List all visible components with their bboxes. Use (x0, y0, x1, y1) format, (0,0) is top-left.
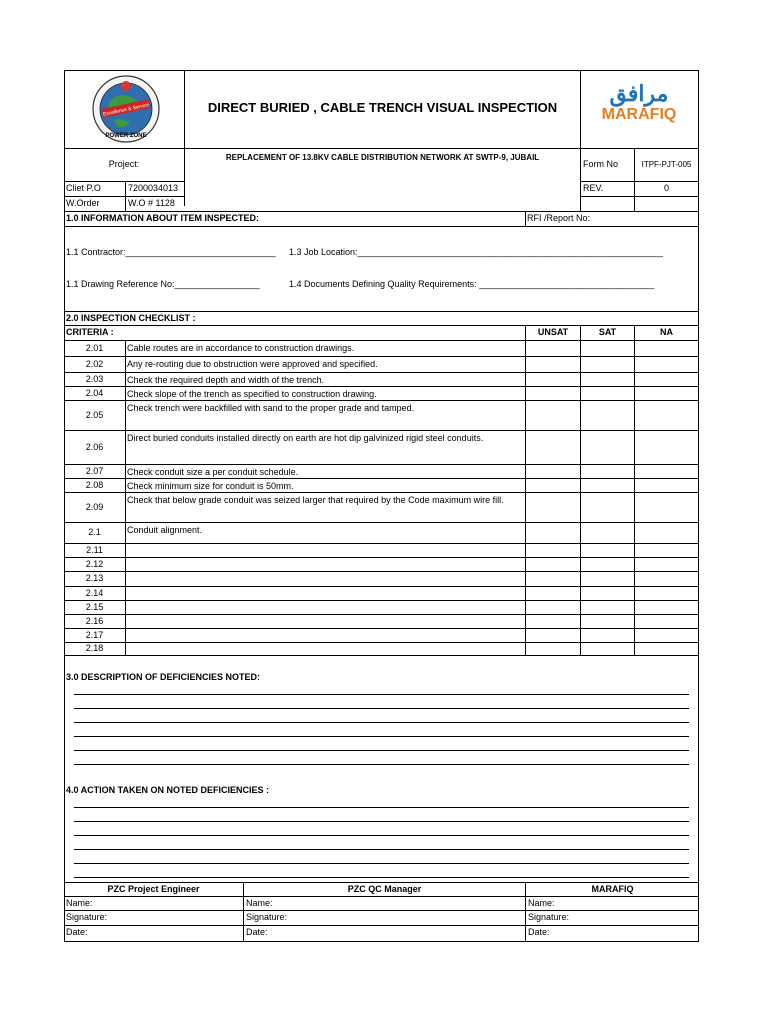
unsat-header: UNSAT (537, 327, 569, 337)
checklist-na-cell[interactable] (635, 587, 698, 600)
deficiency-line[interactable] (74, 736, 689, 737)
engineer-signature-field[interactable]: Signature: (66, 912, 108, 922)
checklist-item-number: 2.12 (85, 559, 104, 569)
checklist-sat-cell[interactable] (581, 373, 634, 386)
checklist-sat-cell[interactable] (581, 601, 634, 614)
marafiq-latin: MARAFIQ (601, 106, 677, 123)
checklist-sat-cell[interactable] (581, 587, 634, 600)
checklist-sat-cell[interactable] (581, 523, 634, 543)
checklist-item-number: 2.03 (85, 374, 104, 384)
checklist-na-cell[interactable] (635, 493, 698, 522)
project-description: REPLACEMENT OF 13.8KV CABLE DISTRIBUTION NETWORK AT SWTP-9, JUBAIL (225, 153, 540, 162)
na-header: NA (660, 327, 673, 337)
qc-name-field[interactable]: Name: (246, 898, 273, 908)
work-order-label: W.Order (66, 198, 100, 208)
deficiency-line[interactable] (74, 694, 689, 695)
form-no-label: Form No (583, 159, 619, 169)
sat-header: SAT (598, 327, 617, 337)
deficiency-line[interactable] (74, 722, 689, 723)
checklist-unsat-cell[interactable] (526, 523, 580, 543)
checklist-sat-cell[interactable] (581, 615, 634, 628)
deficiency-line[interactable] (74, 750, 689, 751)
checklist-unsat-cell[interactable] (526, 601, 580, 614)
checklist-na-cell[interactable] (635, 401, 698, 430)
checklist-na-cell[interactable] (635, 558, 698, 571)
checklist-na-cell[interactable] (635, 643, 698, 655)
checklist-item-criteria: Cable routes are in accordance to construction drawings. (127, 343, 355, 353)
rev-label: REV. (583, 183, 604, 193)
checklist-unsat-cell[interactable] (526, 401, 580, 430)
marafiq-logo (584, 82, 694, 126)
checklist-sat-cell[interactable] (581, 465, 634, 478)
checklist-item-criteria: Check minimum size for conduit is 50mm. (127, 481, 294, 491)
checklist-item-number: 2.09 (85, 502, 104, 512)
checklist-na-cell[interactable] (635, 465, 698, 478)
checklist-unsat-cell[interactable] (526, 544, 580, 557)
checklist-unsat-cell[interactable] (526, 373, 580, 386)
checklist-na-cell[interactable] (635, 341, 698, 356)
checklist-item-criteria: Direct buried conduits installed directly on earth are hot dip galvinized rigid steel conduits. (127, 433, 484, 443)
marafiq-name-field[interactable]: Name: (528, 898, 555, 908)
checklist-item-criteria: Check that below grade conduit was seized larger that required by the Code maximum wire fill. (127, 495, 504, 505)
checklist-na-cell[interactable] (635, 629, 698, 642)
checklist-unsat-cell[interactable] (526, 431, 580, 464)
checklist-item-number: 2.07 (85, 466, 104, 476)
checklist-sat-cell[interactable] (581, 341, 634, 356)
checklist-sat-cell[interactable] (581, 544, 634, 557)
quality-documents-field[interactable]: 1.4 Documents Defining Quality Requirements: ___________________________________ (289, 279, 655, 289)
checklist-item-number: 2.06 (85, 442, 104, 452)
sig-col-marafiq: MARAFIQ (591, 884, 634, 894)
action-line[interactable] (74, 849, 689, 850)
checklist-item-criteria: Check trench were backfilled with sand to the proper grade and tamped. (127, 403, 415, 413)
client-po-value: 7200034013 (128, 183, 179, 193)
checklist-item-criteria: Check conduit size a per conduit schedule. (127, 467, 299, 477)
checklist-unsat-cell[interactable] (526, 357, 580, 372)
checklist-item-number: 2.14 (85, 588, 104, 598)
work-order-value: W.O # 1128 (128, 198, 175, 208)
checklist-na-cell[interactable] (635, 544, 698, 557)
checklist-sat-cell[interactable] (581, 643, 634, 655)
checklist-item-criteria: Check the required depth and width of the trench. (127, 375, 325, 385)
checklist-item-number: 2.16 (85, 616, 104, 626)
qc-signature-field[interactable]: Signature: (246, 912, 288, 922)
checklist-unsat-cell[interactable] (526, 479, 580, 492)
checklist-unsat-cell[interactable] (526, 465, 580, 478)
checklist-unsat-cell[interactable] (526, 341, 580, 356)
section1-title: 1.0 INFORMATION ABOUT ITEM INSPECTED: (66, 213, 260, 223)
engineer-name-field[interactable]: Name: (66, 898, 93, 908)
checklist-unsat-cell[interactable] (526, 587, 580, 600)
checklist-item-number: 2.1 (88, 527, 101, 537)
marafiq-signature-field[interactable]: Signature: (528, 912, 570, 922)
checklist-unsat-cell[interactable] (526, 493, 580, 522)
action-line[interactable] (74, 877, 689, 878)
checklist-na-cell[interactable] (635, 523, 698, 543)
checklist-na-cell[interactable] (635, 373, 698, 386)
deficiency-line[interactable] (74, 708, 689, 709)
checklist-na-cell[interactable] (635, 601, 698, 614)
criteria-header: CRITERIA : (66, 327, 114, 337)
form-no-value: ITPF-PJT-005 (641, 160, 692, 169)
checklist-sat-cell[interactable] (581, 629, 634, 642)
checklist-item-number: 2.05 (85, 410, 104, 420)
drawing-reference-field[interactable]: 1.1 Drawing Reference No:_________________ (66, 279, 260, 289)
checklist-item-number: 2.02 (85, 359, 104, 369)
qc-date-field[interactable]: Date: (246, 927, 268, 937)
checklist-na-cell[interactable] (635, 572, 698, 586)
section2-title: 2.0 INSPECTION CHECKLIST : (66, 313, 196, 323)
checklist-na-cell[interactable] (635, 615, 698, 628)
checklist-sat-cell[interactable] (581, 431, 634, 464)
checklist-na-cell[interactable] (635, 479, 698, 492)
checklist-item-criteria: Conduit alignment. (127, 525, 203, 535)
checklist-sat-cell[interactable] (581, 387, 634, 400)
checklist-item-number: 2.18 (85, 643, 104, 653)
power-zone-logo (88, 74, 164, 144)
action-line[interactable] (74, 863, 689, 864)
engineer-date-field[interactable]: Date: (66, 927, 88, 937)
action-line[interactable] (74, 821, 689, 822)
checklist-sat-cell[interactable] (581, 572, 634, 586)
sig-col-project-engineer: PZC Project Engineer (107, 884, 200, 894)
checklist-unsat-cell[interactable] (526, 387, 580, 400)
section3-title: 3.0 DESCRIPTION OF DEFICIENCIES NOTED: (66, 672, 261, 682)
checklist-sat-cell[interactable] (581, 357, 634, 372)
section4-title: 4.0 ACTION TAKEN ON NOTED DEFICIENCIES : (66, 785, 270, 795)
checklist-sat-cell[interactable] (581, 558, 634, 571)
checklist-item-number: 2.15 (85, 602, 104, 612)
checklist-item-number: 2.13 (85, 573, 104, 583)
contractor-field[interactable]: 1.1 Contractor:______________________________ (66, 247, 276, 257)
checklist-unsat-cell[interactable] (526, 615, 580, 628)
client-po-label: Cliet P.O (66, 183, 101, 193)
checklist-item-criteria: Check slope of the trench as specified to construction drawing. (127, 389, 377, 399)
logo-slogan: Excellence & Service (102, 102, 150, 118)
job-location-field[interactable]: 1.3 Job Location:_____________________________________________________________ (289, 247, 663, 257)
marafiq-date-field[interactable]: Date: (528, 927, 550, 937)
action-line[interactable] (74, 835, 689, 836)
checklist-sat-cell[interactable] (581, 401, 634, 430)
checklist-unsat-cell[interactable] (526, 643, 580, 655)
checklist-item-criteria: Any re-routing due to obstruction were approved and specified. (127, 359, 378, 369)
checklist-na-cell[interactable] (635, 357, 698, 372)
form-title: DIRECT BURIED , CABLE TRENCH VISUAL INSPECTION (207, 100, 558, 115)
checklist-item-number: 2.11 (86, 545, 103, 555)
checklist-unsat-cell[interactable] (526, 629, 580, 642)
deficiency-line[interactable] (74, 764, 689, 765)
rev-value: 0 (663, 183, 669, 193)
sig-col-qc-manager: PZC QC Manager (347, 884, 422, 894)
checklist-item-number: 2.04 (85, 388, 104, 398)
checklist-item-number: 2.17 (85, 630, 104, 640)
checklist-na-cell[interactable] (635, 387, 698, 400)
rfi-report-label: RFI /Report No: (527, 213, 591, 223)
checklist-unsat-cell[interactable] (526, 558, 580, 571)
checklist-item-number: 2.08 (85, 480, 104, 490)
project-label: Project: (108, 159, 140, 169)
checklist-na-cell[interactable] (635, 431, 698, 464)
checklist-sat-cell[interactable] (581, 479, 634, 492)
checklist-unsat-cell[interactable] (526, 572, 580, 586)
checklist-sat-cell[interactable] (581, 493, 634, 522)
checklist-item-number: 2.01 (85, 343, 104, 353)
action-line[interactable] (74, 807, 689, 808)
marafiq-arabic: مرافق (609, 81, 669, 106)
logo-name: POWER ZONE (105, 133, 147, 139)
